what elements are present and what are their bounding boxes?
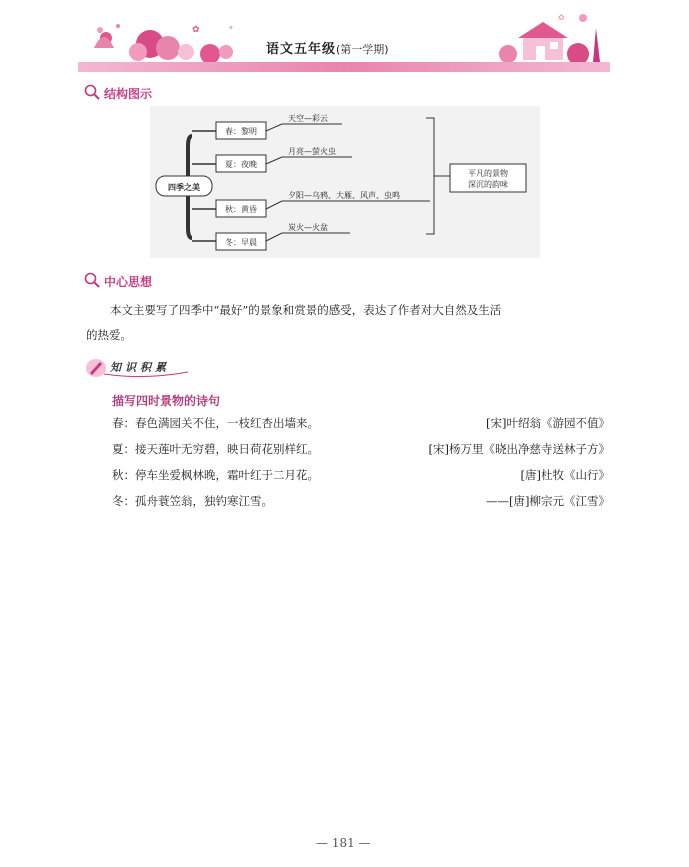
book-title: 语文五年级(第一学期) (266, 42, 389, 57)
poem-source: ——[唐]柳宗元《江雪》 (486, 494, 610, 508)
poem-source: [宋]叶绍翁《游园不值》 (486, 416, 610, 430)
svg-text:夕阳—乌鸦、大雁、风声、虫鸣: 夕阳—乌鸦、大雁、风声、虫鸣 (288, 191, 400, 200)
magnifier-icon (84, 272, 100, 288)
main-idea-line-2: 的热爱。 (86, 328, 132, 342)
poem-line: 春：春色满园关不住，一枝红杏出墙来。 (112, 416, 319, 430)
house-ornament-right-icon (499, 13, 600, 65)
page-number: — 181 — (316, 836, 371, 850)
poem-row (112, 467, 610, 489)
svg-text:春：黎明: 春：黎明 (225, 127, 257, 136)
main-idea-line-1: 本文主要写了四季中“最好”的景象和赏景的感受，表达了作者对大自然及生活 (110, 303, 502, 317)
poems-title: 描写四时景物的诗句 (112, 394, 221, 408)
svg-text:月亮—萤火虫: 月亮—萤火虫 (288, 147, 336, 156)
mindmap-center-label: 四季之美 (168, 183, 200, 192)
svg-text:平凡的景物: 平凡的景物 (468, 169, 508, 178)
svg-text:天空—彩云: 天空—彩云 (288, 114, 328, 123)
magnifier-icon (84, 84, 100, 100)
svg-text:深沉的韵味: 深沉的韵味 (468, 180, 508, 189)
svg-text:冬：早晨: 冬：早晨 (225, 238, 257, 247)
svg-text:秋：黄昏: 秋：黄昏 (225, 205, 257, 214)
poem-row (112, 441, 610, 463)
section-knowledge-heading: 知识积累 (84, 358, 194, 378)
svg-text:夏：夜晚: 夏：夜晚 (225, 160, 257, 169)
header-bar (78, 62, 610, 72)
main-idea-paragraph (86, 298, 606, 348)
svg-text:炭火—火盆: 炭火—火盆 (288, 223, 328, 232)
svg-text:✦: ✦ (228, 24, 234, 32)
poem-row (112, 415, 610, 437)
poem-source: [唐]杜牧《山行》 (520, 468, 610, 482)
svg-text:✿: ✿ (192, 25, 200, 35)
poem-source: [宋]杨万里《晓出净慈寺送林子方》 (428, 442, 610, 456)
poem-line: 冬：孤舟蓑笠翁，独钓寒江雪。 (112, 494, 273, 508)
flower-ornament-left-icon (94, 24, 234, 64)
page-header (78, 8, 610, 72)
poem-line: 夏：接天莲叶无穷碧，映日荷花别样红。 (112, 442, 319, 456)
poem-row (112, 493, 610, 515)
poem-line: 秋：停车坐爱枫林晚，霜叶红于二月花。 (112, 468, 319, 482)
svg-text:✿: ✿ (558, 13, 565, 22)
structure-mindmap (150, 106, 540, 258)
